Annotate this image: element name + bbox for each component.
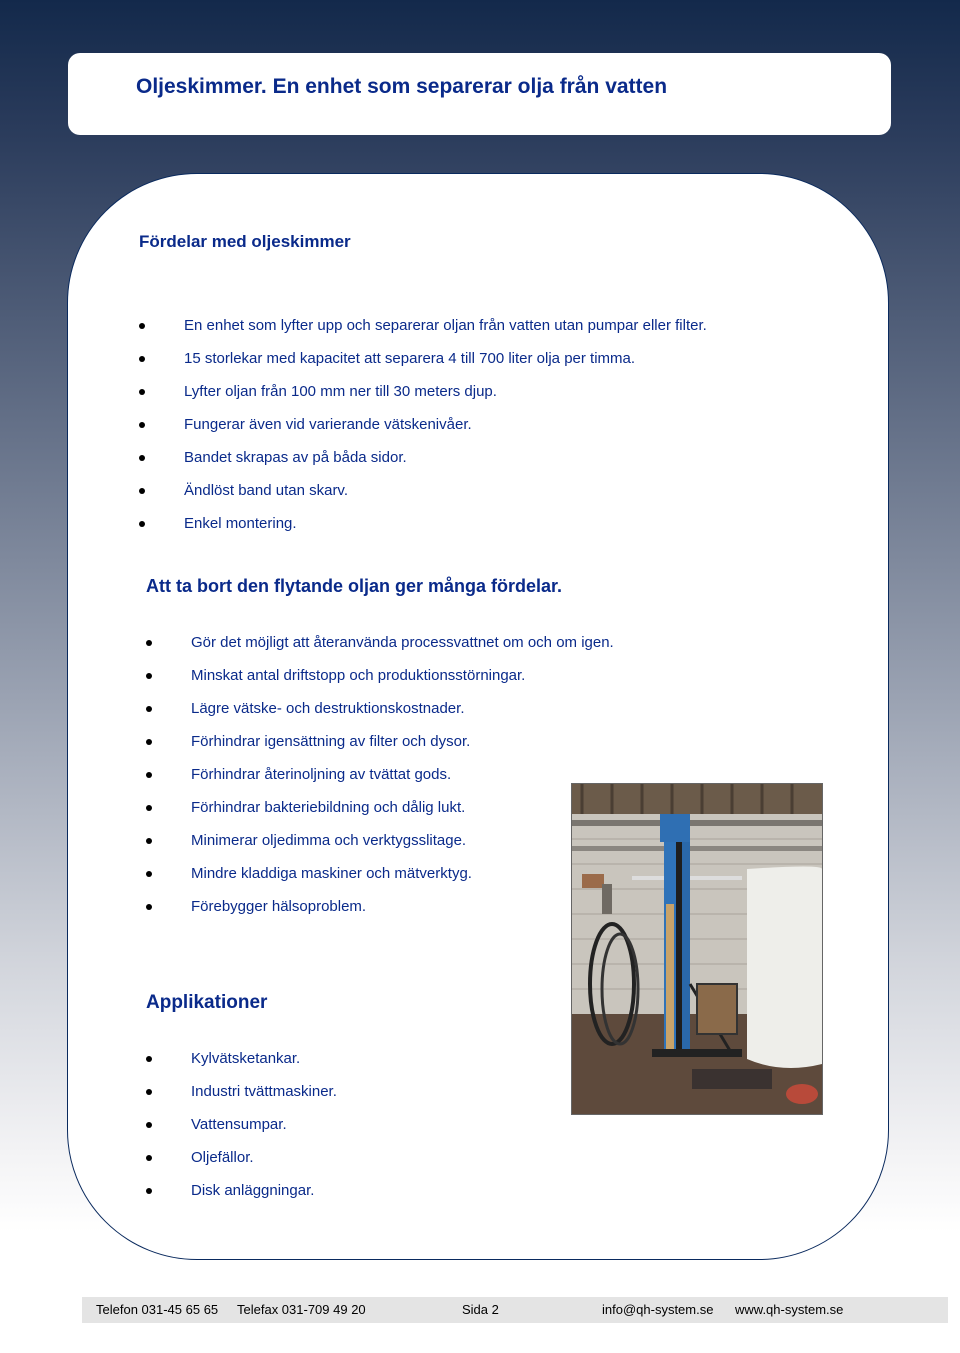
footer-fax: Telefax 031-709 49 20 — [237, 1302, 366, 1317]
bullet-icon — [146, 640, 152, 646]
bullet-icon — [146, 673, 152, 679]
bullet-icon — [146, 1188, 152, 1194]
list-item-text: Förhindrar bakteriebildning och dålig lukt. — [191, 799, 466, 816]
list-item-text: Disk anläggningar. — [191, 1182, 315, 1199]
bullet-icon — [146, 706, 152, 712]
bullet-icon — [146, 1089, 152, 1095]
bullet-icon — [139, 422, 145, 428]
footer-phone: Telefon 031-45 65 65 — [96, 1302, 219, 1317]
list-item-text: Industri tvättmaskiner. — [191, 1083, 337, 1100]
list-item-text: Ändlöst band utan skarv. — [184, 482, 348, 499]
oil-skimmer-photo — [571, 783, 823, 1115]
footer-page-number: Sida 2 — [462, 1302, 499, 1317]
list-item-text: Förhindrar återinoljning av tvättat gods. — [191, 766, 452, 783]
list-item-text: Förhindrar igensättning av filter och dysor. — [191, 733, 471, 750]
heading-fordelar: Fördelar med oljeskimmer — [139, 232, 351, 251]
list-item-text: Enkel montering. — [184, 515, 297, 532]
bullet-icon — [146, 1056, 152, 1062]
bullet-icon — [146, 904, 152, 910]
list-item-text: Mindre kladdiga maskiner och mätverktyg. — [191, 865, 472, 882]
bullet-icon — [146, 739, 152, 745]
page-title: Oljeskimmer. En enhet som separerar olja från vatten — [136, 75, 668, 98]
list-item-text: Minskat antal driftstopp och produktionsstörningar. — [191, 667, 526, 684]
list-item-text: Lyfter oljan från 100 mm ner till 30 meters djup. — [184, 383, 497, 400]
list-item-text: Oljefällor. — [191, 1149, 254, 1166]
list-item-text: Vattensumpar. — [191, 1116, 287, 1133]
heading-applications: Applikationer — [146, 992, 268, 1013]
bullet-icon — [146, 871, 152, 877]
list-item-text: En enhet som lyfter upp och separerar oljan från vatten utan pumpar eller filter. — [184, 317, 707, 334]
bullet-icon — [139, 323, 145, 329]
bullet-icon — [139, 488, 145, 494]
bullet-icon — [146, 805, 152, 811]
list-item-text: Lägre vätske- och destruktionskostnader. — [191, 700, 465, 717]
list-item-text: Gör det möjligt att återanvända processvattnet om och om igen. — [191, 634, 614, 651]
bullet-icon — [139, 455, 145, 461]
list-item-text: Kylvätsketankar. — [191, 1050, 301, 1067]
list-item-text: Bandet skrapas av på båda sidor. — [184, 449, 407, 466]
list-item-text: Förebygger hälsoproblem. — [191, 898, 367, 915]
list-item-text: Minimerar oljedimma och verktygsslitage. — [191, 832, 467, 849]
bullet-icon — [146, 1122, 152, 1128]
footer-website[interactable]: www.qh-system.se — [735, 1302, 844, 1317]
list-item-text: 15 storlekar med kapacitet att separera 4 till 700 liter olja per timma. — [184, 350, 636, 367]
list-item-text: Fungerar även vid varierande vätskenivåer. — [184, 416, 472, 433]
bullet-icon — [146, 772, 152, 778]
footer-email[interactable]: info@qh-system.se — [602, 1302, 714, 1317]
bullet-icon — [146, 838, 152, 844]
heading-benefits: Att ta bort den flytande oljan ger många fördelar. — [146, 576, 563, 596]
bullet-icon — [139, 356, 145, 362]
bullet-icon — [146, 1155, 152, 1161]
bullet-icon — [139, 389, 145, 395]
bullet-icon — [139, 521, 145, 527]
